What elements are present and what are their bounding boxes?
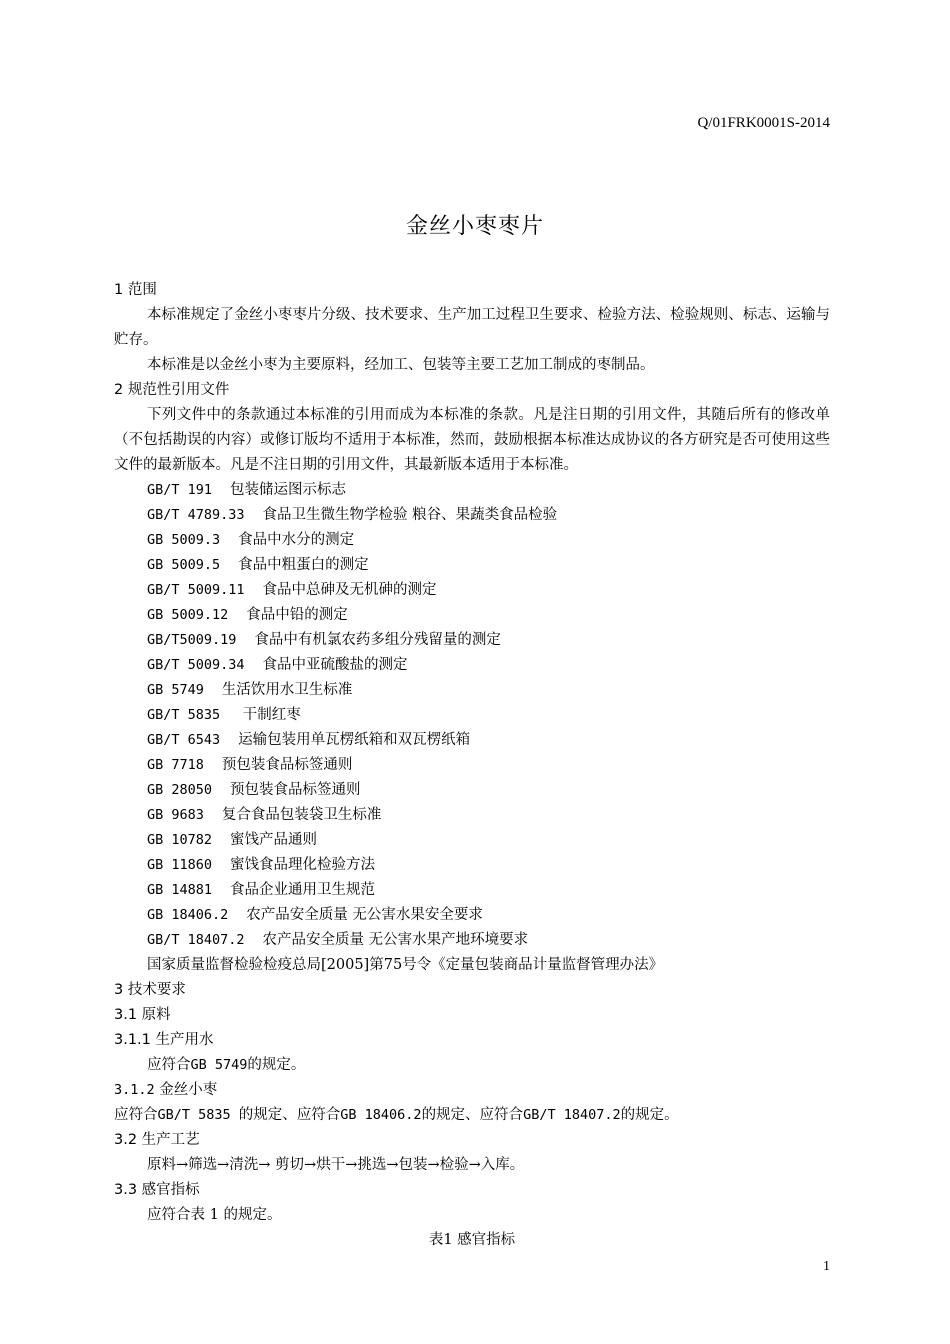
reference-code: GB 7718 bbox=[147, 757, 204, 773]
reference-item bbox=[114, 928, 830, 953]
reference-code: GB/T 5009.11 bbox=[147, 582, 245, 598]
reference-title: 生活饮用水卫生标准 bbox=[221, 682, 353, 698]
reference-title: 食品中粗蛋白的测定 bbox=[238, 557, 369, 573]
text-segment: 的规定、应符合 bbox=[421, 1107, 524, 1123]
text-segment: 的规定。 bbox=[247, 1057, 306, 1073]
reference-item bbox=[114, 878, 830, 903]
reference-title: 食品中总砷及无机砷的测定 bbox=[262, 582, 437, 598]
reference-title: 蜜饯食品理化检验方法 bbox=[230, 857, 376, 873]
text-segment: 的规定。 bbox=[620, 1107, 679, 1123]
section-1-heading: 1 范围 bbox=[114, 282, 157, 298]
reference-title: 食品企业通用卫生规范 bbox=[230, 882, 376, 898]
section-1-paragraph-2: 本标准是以金丝小枣为主要原料，经加工、包装等主要工艺加工制成的枣制品。 bbox=[147, 357, 655, 373]
reference-item bbox=[114, 628, 830, 653]
page-number: 1 bbox=[823, 1259, 830, 1274]
reference-code: GB 5009.5 bbox=[147, 557, 221, 573]
reference-item bbox=[114, 678, 830, 703]
reference-item bbox=[114, 828, 830, 853]
reference-code: GB 10782 bbox=[147, 832, 213, 848]
reference-item bbox=[114, 903, 830, 928]
reference-code: GB 28050 bbox=[147, 782, 213, 798]
reference-title: 食品卫生微生物学检验 粮谷、果蔬类食品检验 bbox=[262, 507, 558, 523]
reference-code: GB/T 5835 bbox=[147, 707, 221, 723]
section-3-2-text: 原料→筛选→清洗→ 剪切→烘干→挑选→包装→检验→入库。 bbox=[147, 1157, 525, 1173]
section-1-paragraph-1: 本标准规定了金丝小枣枣片分级、技术要求、生产加工过程卫生要求、检验方法、检验规则、标志、运输与贮存。 bbox=[114, 307, 830, 348]
reference-title: 食品中铅的测定 bbox=[246, 607, 348, 623]
reference-code: GB 9683 bbox=[147, 807, 204, 823]
reference-item bbox=[114, 853, 830, 878]
reference-code: GB 5009.12 bbox=[147, 607, 229, 623]
section-2-paragraph: 下列文件中的条款通过本标准的引用而成为本标准的条款。凡是注日期的引用文件，其随后所有的修改单（不包括勘误的内容）或修订版均不适用于本标准，然而，鼓励根据本标准达成协议的各方研究是否可使用这些文件的最新版本。凡是不注日期的引用文件，其最新版本适用于本标准。 bbox=[114, 407, 830, 473]
section-3-2-heading: 3.2 生产工艺 bbox=[114, 1132, 200, 1148]
reference-title: 农产品安全质量 无公害水果产地环境要求 bbox=[262, 932, 529, 948]
document-body bbox=[114, 278, 830, 1253]
reference-code: GB/T 5009.34 bbox=[147, 657, 245, 673]
text-segment: 的规定、应符合 bbox=[238, 1107, 341, 1123]
reference-title: 包装储运图示标志 bbox=[230, 482, 347, 498]
reference-item bbox=[114, 553, 830, 578]
standard-code: GB/T 5835 bbox=[157, 1107, 239, 1123]
heading-number: 3.1.2 bbox=[114, 1082, 155, 1098]
reference-item bbox=[114, 803, 830, 828]
reference-item bbox=[114, 753, 830, 778]
section-3-1-2-heading bbox=[114, 1078, 830, 1103]
reference-code: GB 18406.2 bbox=[147, 907, 229, 923]
reference-item bbox=[114, 778, 830, 803]
document-title: 金丝小枣枣片 bbox=[405, 214, 544, 239]
reference-list bbox=[114, 478, 830, 978]
reference-code: GB/T5009.19 bbox=[147, 632, 237, 648]
section-3-3-heading: 3.3 感官指标 bbox=[114, 1182, 200, 1198]
reference-code: GB/T 18407.2 bbox=[147, 932, 245, 948]
section-3-1-2-text bbox=[114, 1103, 830, 1128]
heading-text: 金丝小枣 bbox=[159, 1082, 218, 1098]
standard-code: GB 18406.2 bbox=[340, 1107, 422, 1123]
standard-code: GB/T 18407.2 bbox=[523, 1107, 621, 1123]
reference-title: 预包装食品标签通则 bbox=[230, 782, 361, 798]
reference-item bbox=[114, 728, 830, 753]
reference-code: GB/T 6543 bbox=[147, 732, 221, 748]
section-2-heading: 2 规范性引用文件 bbox=[114, 382, 230, 398]
reference-code: GB 5749 bbox=[147, 682, 204, 698]
reference-item bbox=[114, 503, 830, 528]
section-3-3-text: 应符合表 1 的规定。 bbox=[147, 1207, 282, 1223]
section-3-1-1-heading: 3.1.1 生产用水 bbox=[114, 1032, 214, 1048]
reference-code: GB/T 4789.33 bbox=[147, 507, 245, 523]
reference-code: GB/T 191 bbox=[147, 482, 213, 498]
text-segment: 应符合 bbox=[114, 1107, 158, 1123]
reference-item bbox=[114, 653, 830, 678]
reference-code: GB 5009.3 bbox=[147, 532, 221, 548]
document-code: Q/01FRK0001S-2014 bbox=[697, 115, 830, 131]
reference-item bbox=[114, 703, 830, 728]
table-caption: 表1 感官指标 bbox=[428, 1232, 516, 1248]
reference-code: GB 11860 bbox=[147, 857, 213, 873]
reference-title: 食品中水分的测定 bbox=[238, 532, 355, 548]
reference-title: 食品中亚硫酸盐的测定 bbox=[262, 657, 408, 673]
section-3-1-1-text bbox=[114, 1053, 830, 1078]
text-segment: 应符合 bbox=[147, 1057, 191, 1073]
reference-title: 预包装食品标签通则 bbox=[221, 757, 353, 773]
reference-item bbox=[114, 578, 830, 603]
reference-title: 食品中有机氯农药多组分残留量的测定 bbox=[254, 632, 501, 648]
reference-title: 复合食品包装袋卫生标准 bbox=[221, 807, 382, 823]
reference-title: 运输包装用单瓦楞纸箱和双瓦楞纸箱 bbox=[238, 732, 471, 748]
reference-title: 干制红枣 bbox=[238, 707, 301, 723]
section-3-heading: 3 技术要求 bbox=[114, 982, 186, 998]
reference-decree: 国家质量监督检验检疫总局[2005]第75号令《定量包装商品计量监督管理办法》 bbox=[147, 957, 664, 973]
reference-item bbox=[114, 528, 830, 553]
reference-item bbox=[114, 603, 830, 628]
reference-code: GB 14881 bbox=[147, 882, 213, 898]
reference-title: 蜜饯产品通则 bbox=[230, 832, 318, 848]
standard-code: GB 5749 bbox=[190, 1057, 248, 1073]
reference-title: 农产品安全质量 无公害水果安全要求 bbox=[246, 907, 483, 923]
section-3-1-heading: 3.1 原料 bbox=[114, 1007, 171, 1023]
reference-item bbox=[114, 478, 830, 503]
